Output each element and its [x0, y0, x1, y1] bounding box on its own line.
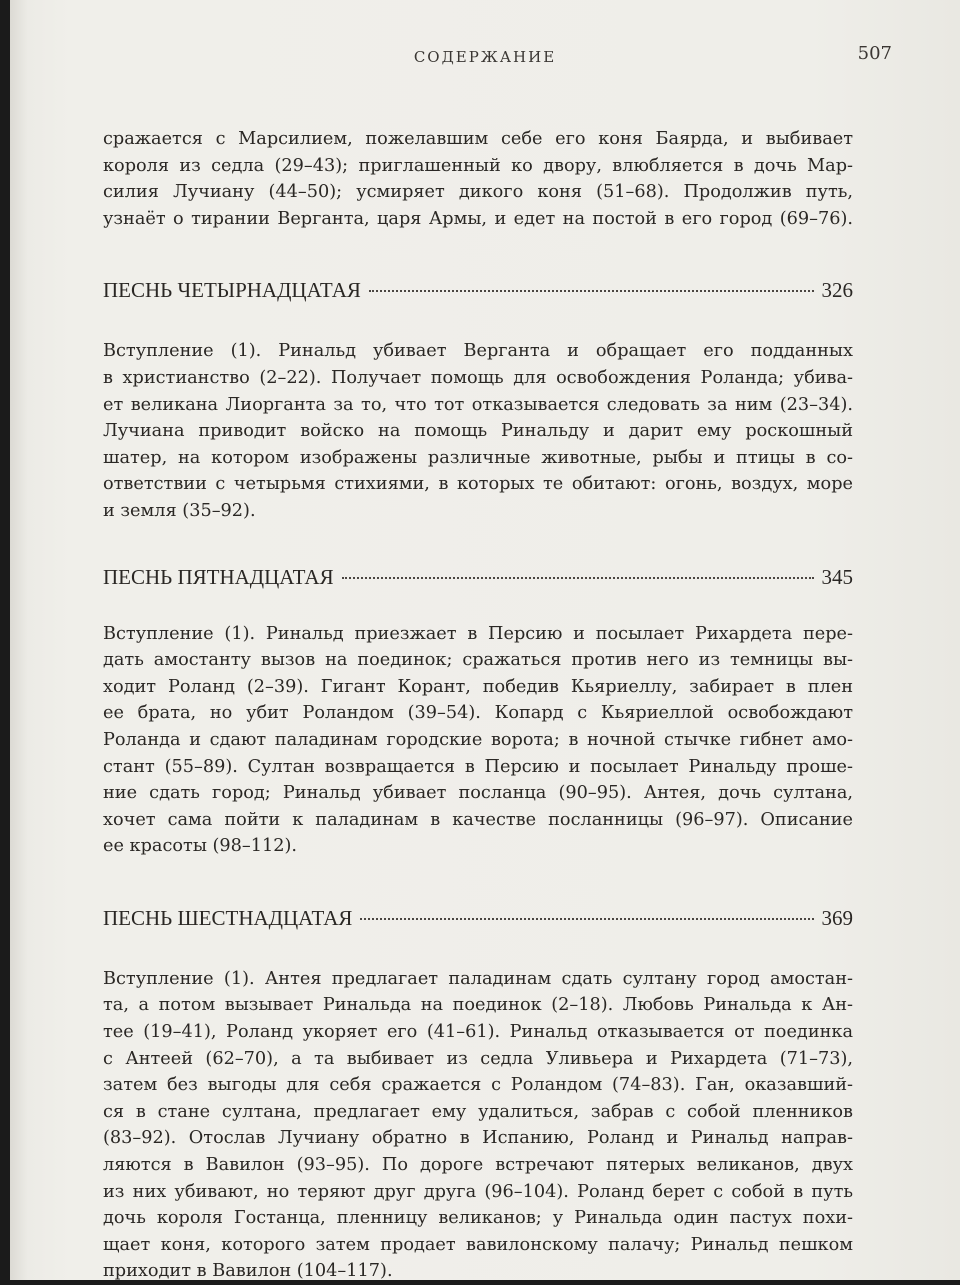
text-line: ся в стане султана, предлагает ему удалиться, забрав с собой пленников	[103, 1101, 853, 1122]
canto-summary	[103, 338, 853, 524]
text-line: дочь короля Гостанца, пленницу великанов; у Ринальда один пастух похи-	[103, 1208, 853, 1229]
canto-summary	[103, 966, 853, 1285]
text-line: ее брата, но убит Роландом (39–54). Копард с Кьяриеллой освобождают	[103, 703, 853, 724]
text-line: Вступление (1). Ринальд приезжает в Персию и посылает Рихардета пере-	[103, 623, 853, 644]
canto-title: ПЕСНЬ ШЕСТНАДЦАТАЯ	[103, 905, 353, 930]
text-line: ние сдать город; Ринальд убивает посланца (90–95). Антея, дочь султана,	[103, 783, 853, 804]
text-line: Вступление (1). Ринальд убивает Верганта и обращает его подданных	[103, 341, 853, 362]
text-line: тее (19–41), Роланд укоряет его (41–61). Ринальд отказывается от поединка	[103, 1022, 853, 1043]
text-line: Лучиана приводит войско на помощь Ринальду и дарит ему роскошный	[103, 421, 853, 442]
text-line: Роланда и сдают паладинам городские ворота; в ночной стычке гибнет амо-	[103, 729, 853, 750]
text-line: Вступление (1). Антея предлагает паладинам сдать султану город амостан-	[103, 968, 853, 989]
book-page	[10, 0, 960, 1280]
text-line: (83–92). Отослав Лучиану обратно в Испанию, Роланд и Ринальд направ-	[103, 1128, 853, 1149]
text-line: затем без выгоды для себя сражается с Роландом (74–83). Ган, оказавший-	[103, 1075, 853, 1096]
toc-entry-canto-16	[103, 906, 853, 936]
dot-leader	[342, 577, 814, 579]
text-line: ходит Роланд (2–39). Гигант Корант, победив Кьяриеллу, забирает в плен	[103, 676, 853, 697]
dot-leader	[360, 918, 813, 920]
toc-entry-canto-14	[103, 278, 853, 308]
running-head: СОДЕРЖАНИЕ	[413, 48, 557, 66]
text-line: в христианство (2–22). Получает помощь для освобождения Роланда; убива-	[103, 367, 853, 388]
text-line: та, а потом вызывает Ринальда на поединок (2–18). Любовь Ринальда к Ан-	[103, 995, 853, 1016]
text-line: сражается с Марсилием, пожелавшим себе его коня Баярда, и выбивает	[103, 129, 853, 149]
text-line: короля из седла (29–43); приглашенный ко двору, влюбляется в дочь Мар-	[103, 155, 853, 176]
canto-summary	[103, 621, 853, 860]
text-line: ее красоты (98–112).	[103, 836, 298, 857]
dot-leader	[369, 290, 814, 292]
text-line: дать амостанту вызов на поединок; сражаться против него из темницы вы-	[103, 650, 853, 671]
text-line: с Антеей (62–70), а та выбивает из седла Уливьера и Рихардета (71–73),	[103, 1048, 853, 1069]
canto-title: ПЕСНЬ ЧЕТЫРНАДЦАТАЯ	[103, 278, 361, 303]
canto-page-number: 326	[821, 278, 853, 303]
text-line: стант (55–89). Султан возвращается в Персию и посылает Ринальду проше-	[103, 756, 853, 777]
text-line: ответствии с четырьмя стихиями, в которых те обитают: огонь, воздух, море	[103, 474, 853, 495]
text-line: приходит в Вавилон (104–117).	[103, 1261, 393, 1282]
text-line: из них убивают, но теряют друг друга (96–104). Роланд берет с собой в путь	[103, 1181, 853, 1202]
continuation-paragraph	[103, 126, 853, 232]
canto-page-number: 369	[821, 905, 853, 930]
text-line: и земля (35–92).	[103, 500, 256, 521]
toc-content	[103, 126, 853, 1285]
text-line: силия Лучиану (44–50); усмиряет дикого коня (51–68). Продолжив путь,	[103, 182, 853, 203]
text-line: ляются в Вавилон (93–95). По дороге встречают пятерых великанов, двух	[103, 1155, 853, 1176]
canto-page-number: 345	[821, 564, 853, 589]
text-line: узнаёт о тирании Верганта, царя Армы, и едет на постой в его город (69–76).	[103, 208, 853, 229]
text-line: шатер, на котором изображены различные животные, рыбы и птицы в со-	[103, 447, 853, 468]
text-line: щает коня, которого затем продает вавилонскому палачу; Ринальд пешком	[103, 1234, 853, 1255]
text-line: хочет сама пойти к паладинам в качестве посланницы (96–97). Описание	[103, 809, 853, 830]
toc-entry-canto-15	[103, 565, 853, 595]
text-line: ет великана Лиорганта за то, что тот отказывается следовать за ним (23–34).	[103, 394, 853, 415]
page-number: 507	[857, 43, 892, 64]
canto-title: ПЕСНЬ ПЯТНАДЦАТАЯ	[103, 564, 334, 589]
